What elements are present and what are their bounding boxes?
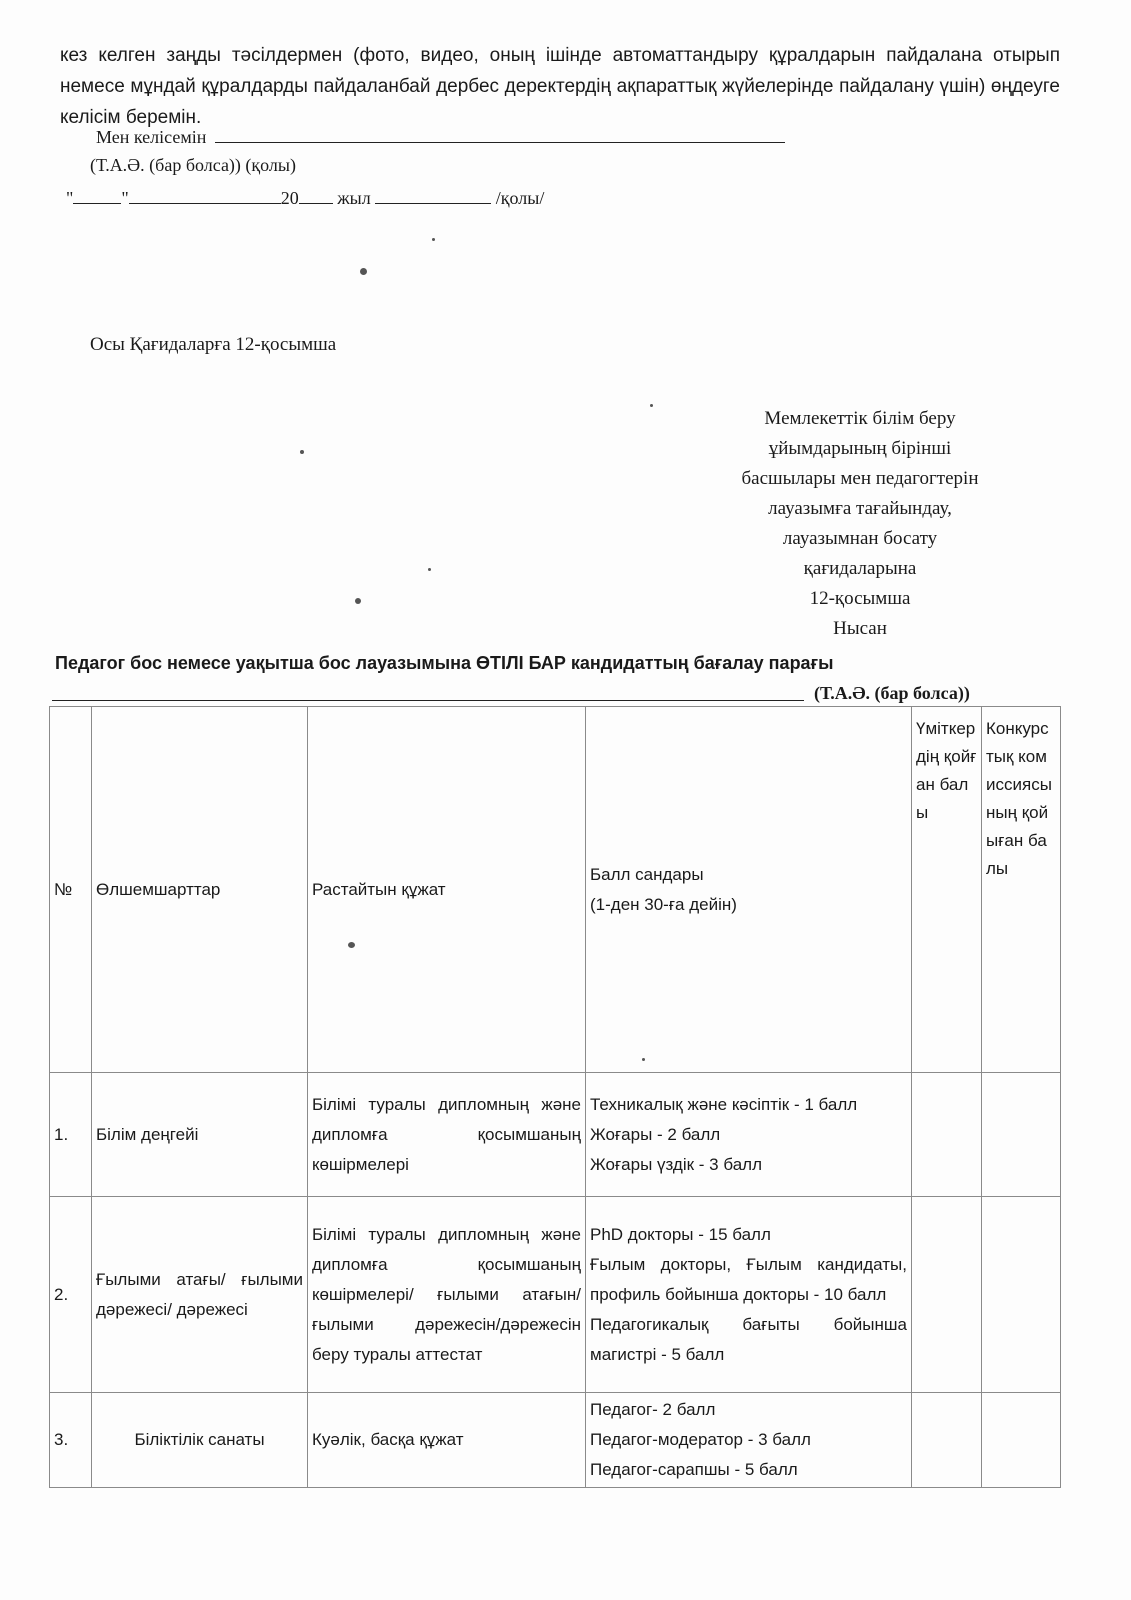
row-number: 1. [50,1073,92,1197]
year-prefix: 20 [280,188,299,208]
row-criteria: Ғылыми атағы/ ғылыми дәрежесі/ дәрежесі [92,1197,308,1393]
row-points [586,1197,912,1393]
annex-header-line: қағидаларына [803,558,917,579]
fio-blank[interactable] [52,700,804,701]
form-title: Педагог бос немесе уақытша бос лауазымына ӨТІЛІ БАР кандидаттың бағалау парағы [55,653,834,673]
commission-score-cell[interactable] [982,1393,1061,1488]
table-row [50,1073,1061,1197]
date-quote-open: " [66,188,74,208]
points-option: Педагогикалық бағыты бойынша магистрі - 5 балл [590,1314,907,1364]
consent-label: Мен келісемін [96,127,207,147]
consent-line [96,124,785,148]
header-criteria: Өлшемшарттар [92,707,308,1073]
annex-header-line: лауазымнан босату [782,528,938,549]
annex-reference: Осы Қағидаларға 12-қосымша [90,334,337,355]
points-option: Педагог-сарапшы - 5 балл [590,1460,798,1479]
table-row [50,1393,1061,1488]
year-blank[interactable] [299,185,333,204]
row-document: Білімі туралы дипломның және дипломға қосымшаның көшірмелері [308,1073,586,1197]
points-option: Жоғары үздік - 3 балл [590,1154,762,1174]
row-criteria: Білім деңгейі [92,1073,308,1197]
annex-header-block [690,404,1030,644]
fio-caption: (Т.А.Ә. (бар болса)) [814,683,970,703]
row-points [586,1073,912,1197]
annex-header-line: ұйымдарының бірінші [768,438,952,459]
points-option: Техникалық және кәсіптік - 1 балл [590,1094,858,1114]
consent-signature-blank[interactable] [215,124,785,143]
header-points-label: Балл сандары [590,864,704,884]
annex-header-line: Мемлекеттік білім беру [764,408,956,429]
commission-score-cell[interactable] [982,1197,1061,1393]
row-criteria: Біліктілік санаты [92,1393,308,1488]
day-blank[interactable] [73,185,121,204]
fio-sign-caption: (Т.А.Ә. (бар болса)) (қолы) [90,155,296,175]
points-option: PhD докторы - 15 балл [590,1224,771,1244]
points-option: Жоғары - 2 балл [590,1124,721,1144]
header-number: № [50,707,92,1073]
evaluation-table [49,706,1061,1488]
points-option: Ғылым докторы, Ғылым кандидаты, профиль бойынша докторы - 10 балл [590,1254,907,1304]
date-quote-close: " [121,188,129,208]
points-option: Педагог-модератор - 3 балл [590,1430,811,1449]
annex-header-line: Нысан [833,618,887,639]
row-number: 2. [50,1197,92,1393]
date-sign-label: /қолы/ [495,188,545,208]
row-points [586,1393,912,1488]
self-score-cell[interactable] [912,1073,982,1197]
annex-header-line: 12-қосымша [809,588,911,609]
self-score-cell[interactable] [912,1393,982,1488]
points-option: Педагог- 2 балл [590,1400,716,1419]
annex-header-line: лауазымға тағайындау, [768,498,952,519]
annex-header-line: басшылары мен педагогтерін [741,468,979,489]
commission-score-cell[interactable] [982,1073,1061,1197]
row-document: Куәлік, басқа құжат [308,1393,586,1488]
header-self-score: Үміткердің қойған балы [912,707,982,1073]
row-document: Білімі туралы дипломның және дипломға қосымшаның көшірмелері/ ғылыми атағын/ ғылыми дәрежесін/дәрежесін беру туралы аттестат [308,1197,586,1393]
self-score-cell[interactable] [912,1197,982,1393]
year-word: жыл [337,188,371,208]
table-row [50,1197,1061,1393]
header-points [586,707,912,1073]
row-number: 3. [50,1393,92,1488]
consent-paragraph: кез келген заңды тәсілдермен (фото, видео, оның ішінде автоматтандыру құралдарын пайдалана отырып немесе мұндай құралдарды пайдаланбай дербес деректердің ақпараттық жүйелерінде пайдалану үшін) өңдеуге келісім беремін. [60,45,1060,128]
month-blank[interactable] [129,185,281,204]
header-commission-score: Конкурстық комиссиясының қойыған балы [982,707,1061,1073]
table-header-row [50,707,1061,1073]
header-document: Растайтын құжат [308,707,586,1073]
header-points-range: (1-ден 30-ға дейін) [590,894,737,914]
date-signature-blank[interactable] [375,185,491,204]
date-line [66,185,544,209]
